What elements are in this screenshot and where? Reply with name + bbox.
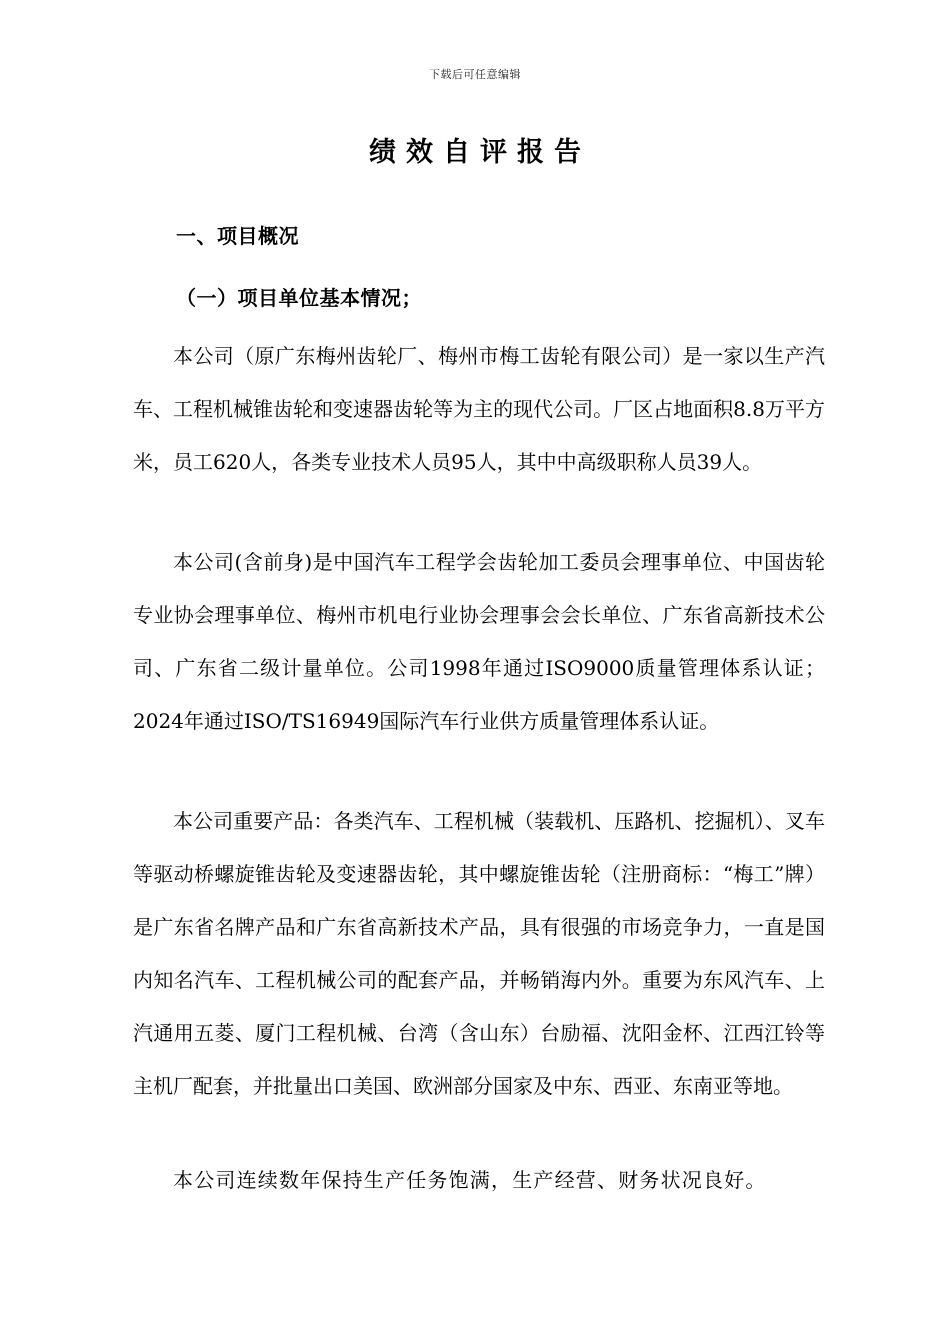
page-header-note: 下载后可任意编辑 bbox=[429, 68, 521, 81]
paragraph-main-products: 本公司重要产品：各类汽车、工程机械（装载机、压路机、挖掘机）、叉车等驱动桥螺旋锥齿轮及变速器齿轮，其中螺旋锥齿轮（注册商标：“梅工”牌）是广东省名牌产品和广东省高新技术产品，具有很强的市场竞争力，一直是国内知名汽车、工程机械公司的配套产品，并畅销海内外。重要为东风汽车、上汽通用五菱、厦门工程机械、台湾（含山东）台励福、沈阳金杯、江西江铃等主机厂配套，并批量出口美国、欧洲部分国家及中东、西亚、东南亚等地。 bbox=[133, 809, 825, 1098]
paragraph-company-overview: 本公司（原广东梅州齿轮厂、梅州市梅工齿轮有限公司）是一家以生产汽车、工程机械锥齿轮和变速器齿轮等为主的现代公司。厂区占地面积8.8万平方米，员工620人，各类专业技术人员95人，其中中高级职称人员39人。 bbox=[133, 344, 825, 474]
section-heading: 一、项目概况 bbox=[176, 224, 299, 248]
subsection-heading: （一）项目单位基本情况； bbox=[176, 286, 422, 310]
paragraph-memberships-certifications: 本公司(含前身)是中国汽车工程学会齿轮加工委员会理事单位、中国齿轮专业协会理事单位、梅州市机电行业协会理事会会长单位、广东省高新技术公司、广东省二级计量单位。公司1998年通过ISO9000质量管理体系认证；2024年通过ISO/TS16949国际汽车行业供方质量管理体系认证。 bbox=[133, 550, 825, 733]
document-title: 绩效自评报告 bbox=[369, 137, 591, 168]
paragraph-operations-status: 本公司连续数年保持生产任务饱满，生产经营、财务状况良好。 bbox=[173, 1168, 767, 1192]
